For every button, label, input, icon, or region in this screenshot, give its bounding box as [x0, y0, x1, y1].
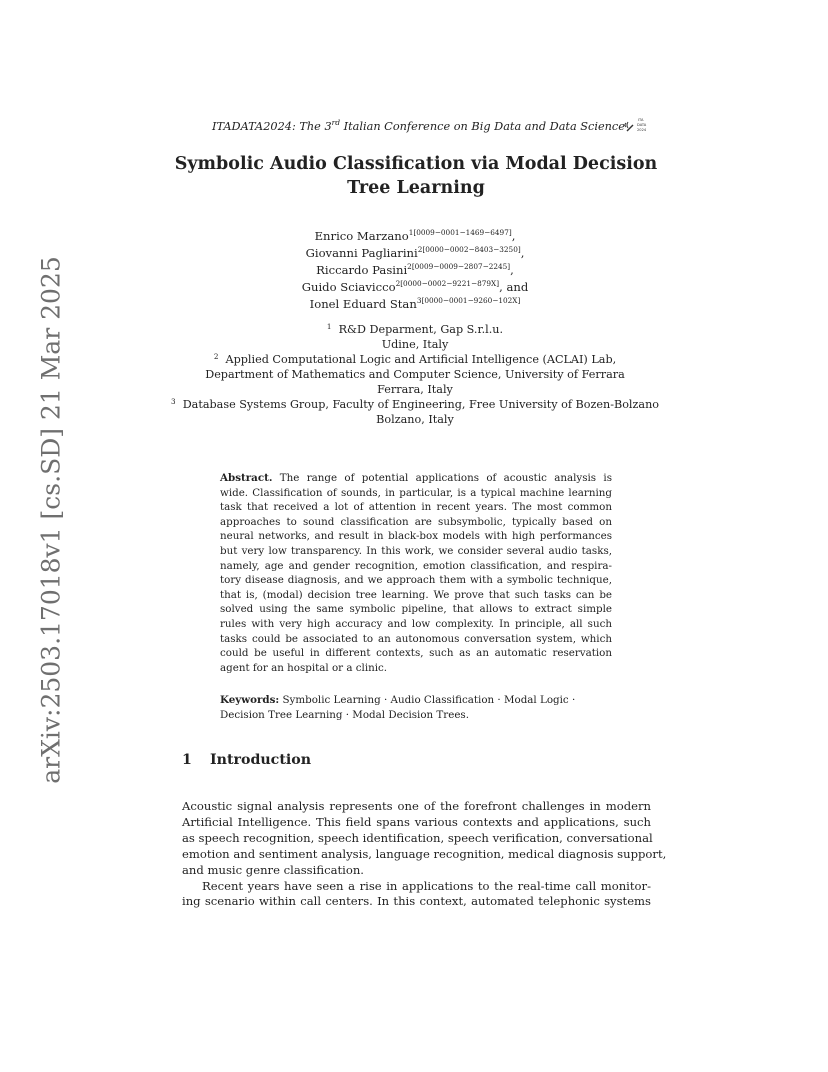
logo-text-2: DATA [637, 123, 647, 127]
itadata-logo-icon [623, 117, 653, 133]
keywords-line: Decision Tree Learning · Modal Decision Trees. [220, 709, 469, 721]
abstract-line: rules with very high accuracy and low complexity. In principle, all such [220, 617, 612, 630]
abstract-line: could be useful in different contexts, such as an automatic reservation [220, 647, 612, 660]
abstract-text: The range of potential applications of acoustic analysis is [279, 472, 613, 484]
author-name: Ionel Eduard Stan [309, 297, 417, 311]
logo-text-1: ITA [638, 118, 644, 122]
keywords-line [220, 693, 612, 708]
author-orcid: 1[0009−0001−1469−6497] [408, 228, 512, 237]
affiliation-line: Udine, Italy [381, 338, 449, 351]
abstract-line: namely, age and gender recognition, emotion classification, and respira- [220, 559, 612, 572]
affiliation-text: Applied Computational Logic and Artificial Intelligence (ACLAI) Lab, [225, 353, 617, 366]
abstract-line [220, 471, 612, 486]
keywords [220, 693, 612, 723]
author-separator: , [511, 229, 516, 243]
author [150, 296, 680, 313]
affiliation-line: Ferrara, Italy [377, 383, 453, 396]
author [150, 262, 680, 279]
keywords-text: Symbolic Learning · Audio Classification · Modal Logic · [282, 694, 576, 706]
affiliation-line [150, 322, 680, 337]
paragraph-line: Acoustic signal analysis represents one of the forefront challenges in modern [182, 799, 651, 813]
affiliation-text: Database Systems Group, Faculty of Engineering, Free University of Bozen-Bolzano [182, 398, 660, 411]
paper-title [170, 152, 662, 200]
abstract-line: tasks could be associated to an autonomous conversation system, which [220, 632, 612, 645]
header-ordinal-sup: rd [331, 118, 341, 127]
abstract-line: task that received a lot of attention in recent years. The most common [220, 501, 612, 514]
affiliation-line [150, 352, 680, 367]
section-title: Introduction [210, 752, 312, 768]
abstract [220, 471, 612, 675]
affiliations [150, 322, 680, 427]
author-orcid: 3[0000−0001−9260−102X] [416, 296, 521, 305]
affiliation-line: Department of Mathematics and Computer Science, University of Ferrara [205, 368, 625, 381]
author-name: Giovanni Pagliarini [305, 246, 418, 260]
abstract-line: wide. Classification of sounds, in particular, is a typical machine learning [220, 486, 612, 499]
author-list [150, 228, 680, 313]
section-heading [182, 752, 311, 768]
abstract-line: agent for an hospital or a clinic. [220, 661, 388, 674]
keywords-label: Keywords: [220, 694, 280, 706]
arxiv-identifier: arXiv:2503.17018v1 [cs.SD] 21 Mar 2025 [36, 256, 66, 784]
logo-text-3: 2024 [637, 128, 647, 132]
affiliation-marker: 2 [213, 352, 219, 361]
abstract-line: approaches to sound classification are subsymbolic, typically based on [220, 515, 612, 528]
author-orcid: 2[0000−0002−8403−3250] [417, 245, 521, 254]
abstract-label: Abstract. [220, 472, 273, 484]
author-separator: , [520, 246, 525, 260]
author-orcid: 2[0000−0002−9221−879X] [395, 279, 500, 288]
affiliation-line: Bolzano, Italy [376, 413, 454, 426]
conference-header [212, 120, 625, 133]
section-number: 1 [182, 752, 192, 768]
author [150, 279, 680, 296]
paragraph-line: and music genre classification. [182, 862, 364, 877]
affiliation-marker: 3 [170, 397, 176, 406]
paragraph-line: Recent years have seen a rise in applications to the real-time call monitor- [202, 878, 651, 893]
author [150, 245, 680, 262]
paragraph-line: emotion and sentiment analysis, language recognition, medical diagnosis support, [182, 846, 667, 861]
abstract-line: tory disease diagnosis, and we approach them with a symbolic technique, [220, 574, 612, 587]
author-orcid: 2[0009−0009−2807−2245] [407, 262, 511, 271]
abstract-line: but very low transparency. In this work, we consider several audio tasks, [220, 544, 612, 557]
affiliation-text: R&D Deparment, Gap S.r.l.u. [338, 323, 504, 336]
abstract-line: solved using the same symbolic pipeline, that allows to extract simple [220, 603, 612, 616]
abstract-line: that is, (modal) decision tree learning. We prove that such tasks can be [220, 588, 612, 601]
author-separator: , [510, 263, 514, 277]
affiliation-line [150, 397, 680, 412]
title-line-1: Symbolic Audio Classification via Modal Decision [174, 154, 658, 174]
author-name: Riccardo Pasini [316, 263, 408, 277]
author-separator: , and [499, 280, 529, 294]
title-line-2: Tree Learning [347, 178, 485, 198]
body-text [182, 799, 667, 910]
author-name: Enrico Marzano [314, 229, 409, 243]
header-text-pre: ITADATA2024: The 3 [212, 120, 332, 133]
header-text-post: Italian Conference on Big Data and Data Science [340, 120, 625, 133]
affiliation-marker: 1 [326, 322, 332, 331]
author [150, 228, 680, 245]
paragraph-line: Artificial Intelligence. This field spans various contexts and applications, such [182, 814, 651, 829]
abstract-line: neural networks, and result in black-box models with high performances [220, 530, 612, 543]
paragraph-line: as speech recognition, speech identification, speech verification, conversational [182, 830, 653, 845]
author-name: Guido Sciavicco [301, 280, 396, 294]
paragraph-line: ing scenario within call centers. In this context, automated telephonic systems [182, 894, 651, 909]
